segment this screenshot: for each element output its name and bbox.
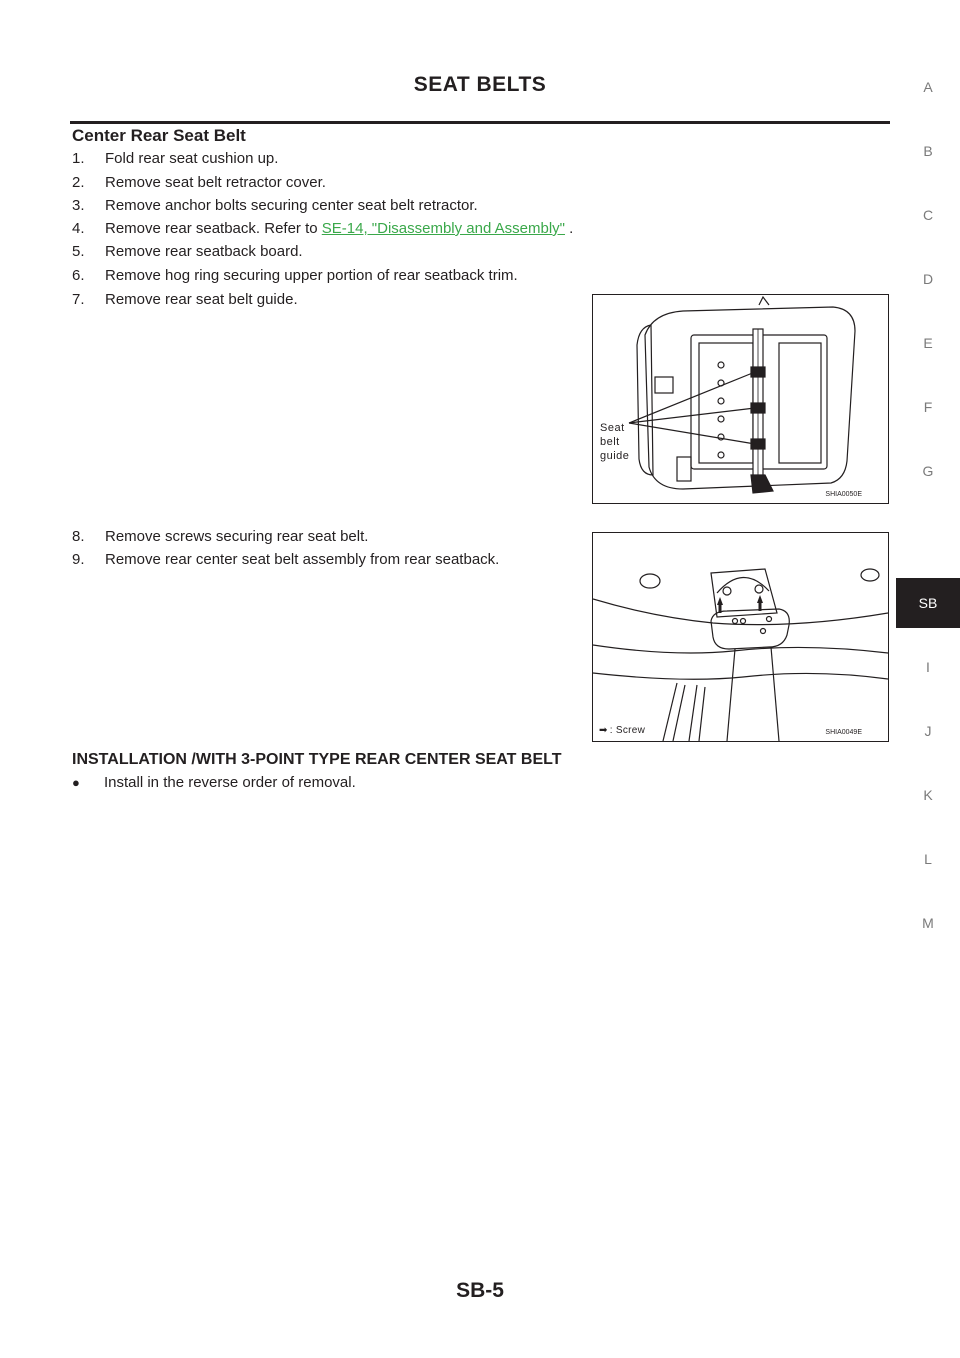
- step-1: [72, 150, 278, 168]
- tab-e[interactable]: E: [923, 335, 933, 351]
- step-number: 1.: [72, 150, 85, 167]
- step-text: Remove hog ring securing upper portion of rear seatback trim.: [105, 267, 518, 284]
- section-index-tabs: [896, 0, 960, 1358]
- step-text: Remove anchor bolts securing center seat belt retractor.: [105, 197, 478, 214]
- label-line: Seat: [600, 422, 625, 434]
- page-title: SEAT BELTS: [413, 73, 547, 96]
- step-8: [72, 528, 368, 546]
- tab-f[interactable]: F: [923, 399, 933, 415]
- tab-a[interactable]: A: [923, 79, 933, 95]
- step-5: [72, 243, 303, 261]
- seat-belt-guide-illustration: [593, 295, 888, 503]
- label-line: guide: [600, 450, 630, 462]
- arrow-icon: ➡: [599, 725, 608, 736]
- step-2: [72, 174, 326, 192]
- tab-d[interactable]: D: [922, 271, 934, 287]
- screw-figure: [592, 532, 889, 742]
- tab-b[interactable]: B: [923, 143, 933, 159]
- step-text: Remove rear center seat belt assembly from rear seatback.: [105, 551, 500, 568]
- reference-link[interactable]: SE-14, "Disassembly and Assembly": [321, 220, 566, 237]
- tab-sb[interactable]: SB: [896, 578, 960, 628]
- figure-code: SHIA0049E: [825, 729, 862, 736]
- step-9: [72, 551, 499, 569]
- tab-i[interactable]: I: [926, 659, 930, 675]
- step-3: [72, 197, 478, 215]
- step-number: 9.: [72, 551, 85, 568]
- step-number: 7.: [72, 291, 85, 308]
- step-number: 8.: [72, 528, 85, 545]
- step-number: 3.: [72, 197, 85, 214]
- bullet-icon: ●: [72, 775, 80, 790]
- step-text: Remove rear seatback. Refer to: [105, 220, 322, 237]
- step-text: Remove screws securing rear seat belt.: [105, 528, 369, 545]
- step-text: Remove seat belt retractor cover.: [105, 174, 326, 191]
- tab-g[interactable]: G: [922, 463, 934, 479]
- legend-text: : Screw: [609, 725, 646, 736]
- section-heading: Center Rear Seat Belt: [72, 126, 246, 145]
- step-7: [72, 291, 298, 309]
- tab-k[interactable]: K: [923, 787, 933, 803]
- seat-belt-guide-label: [600, 421, 629, 463]
- screw-legend: [599, 725, 645, 737]
- step-number: 4.: [72, 220, 85, 237]
- page-number: SB-5: [456, 1279, 504, 1302]
- seat-belt-screw-illustration: [593, 533, 888, 741]
- label-line: belt: [600, 436, 620, 448]
- bullet-text: Install in the reverse order of removal.: [104, 774, 356, 791]
- step-number: 6.: [72, 267, 85, 284]
- step-text: Remove rear seatback board.: [105, 243, 303, 260]
- step-4: [72, 220, 573, 238]
- figure-code: SHIA0050E: [825, 491, 862, 498]
- tab-m[interactable]: M: [922, 915, 934, 931]
- tab-c[interactable]: C: [922, 207, 934, 223]
- step-text: Remove rear seat belt guide.: [105, 291, 298, 308]
- step-text-after: .: [565, 220, 574, 237]
- step-number: 5.: [72, 243, 85, 260]
- installation-heading: INSTALLATION /WITH 3-POINT TYPE REAR CENTER SEAT BELT: [72, 751, 562, 768]
- title-rule: [70, 121, 890, 124]
- step-text: Fold rear seat cushion up.: [105, 150, 279, 167]
- step-6: [72, 267, 518, 285]
- seat-belt-guide-figure: [592, 294, 889, 504]
- tab-l[interactable]: L: [924, 851, 932, 867]
- tab-j[interactable]: J: [924, 723, 932, 739]
- step-number: 2.: [72, 174, 85, 191]
- installation-bullet: [72, 774, 356, 792]
